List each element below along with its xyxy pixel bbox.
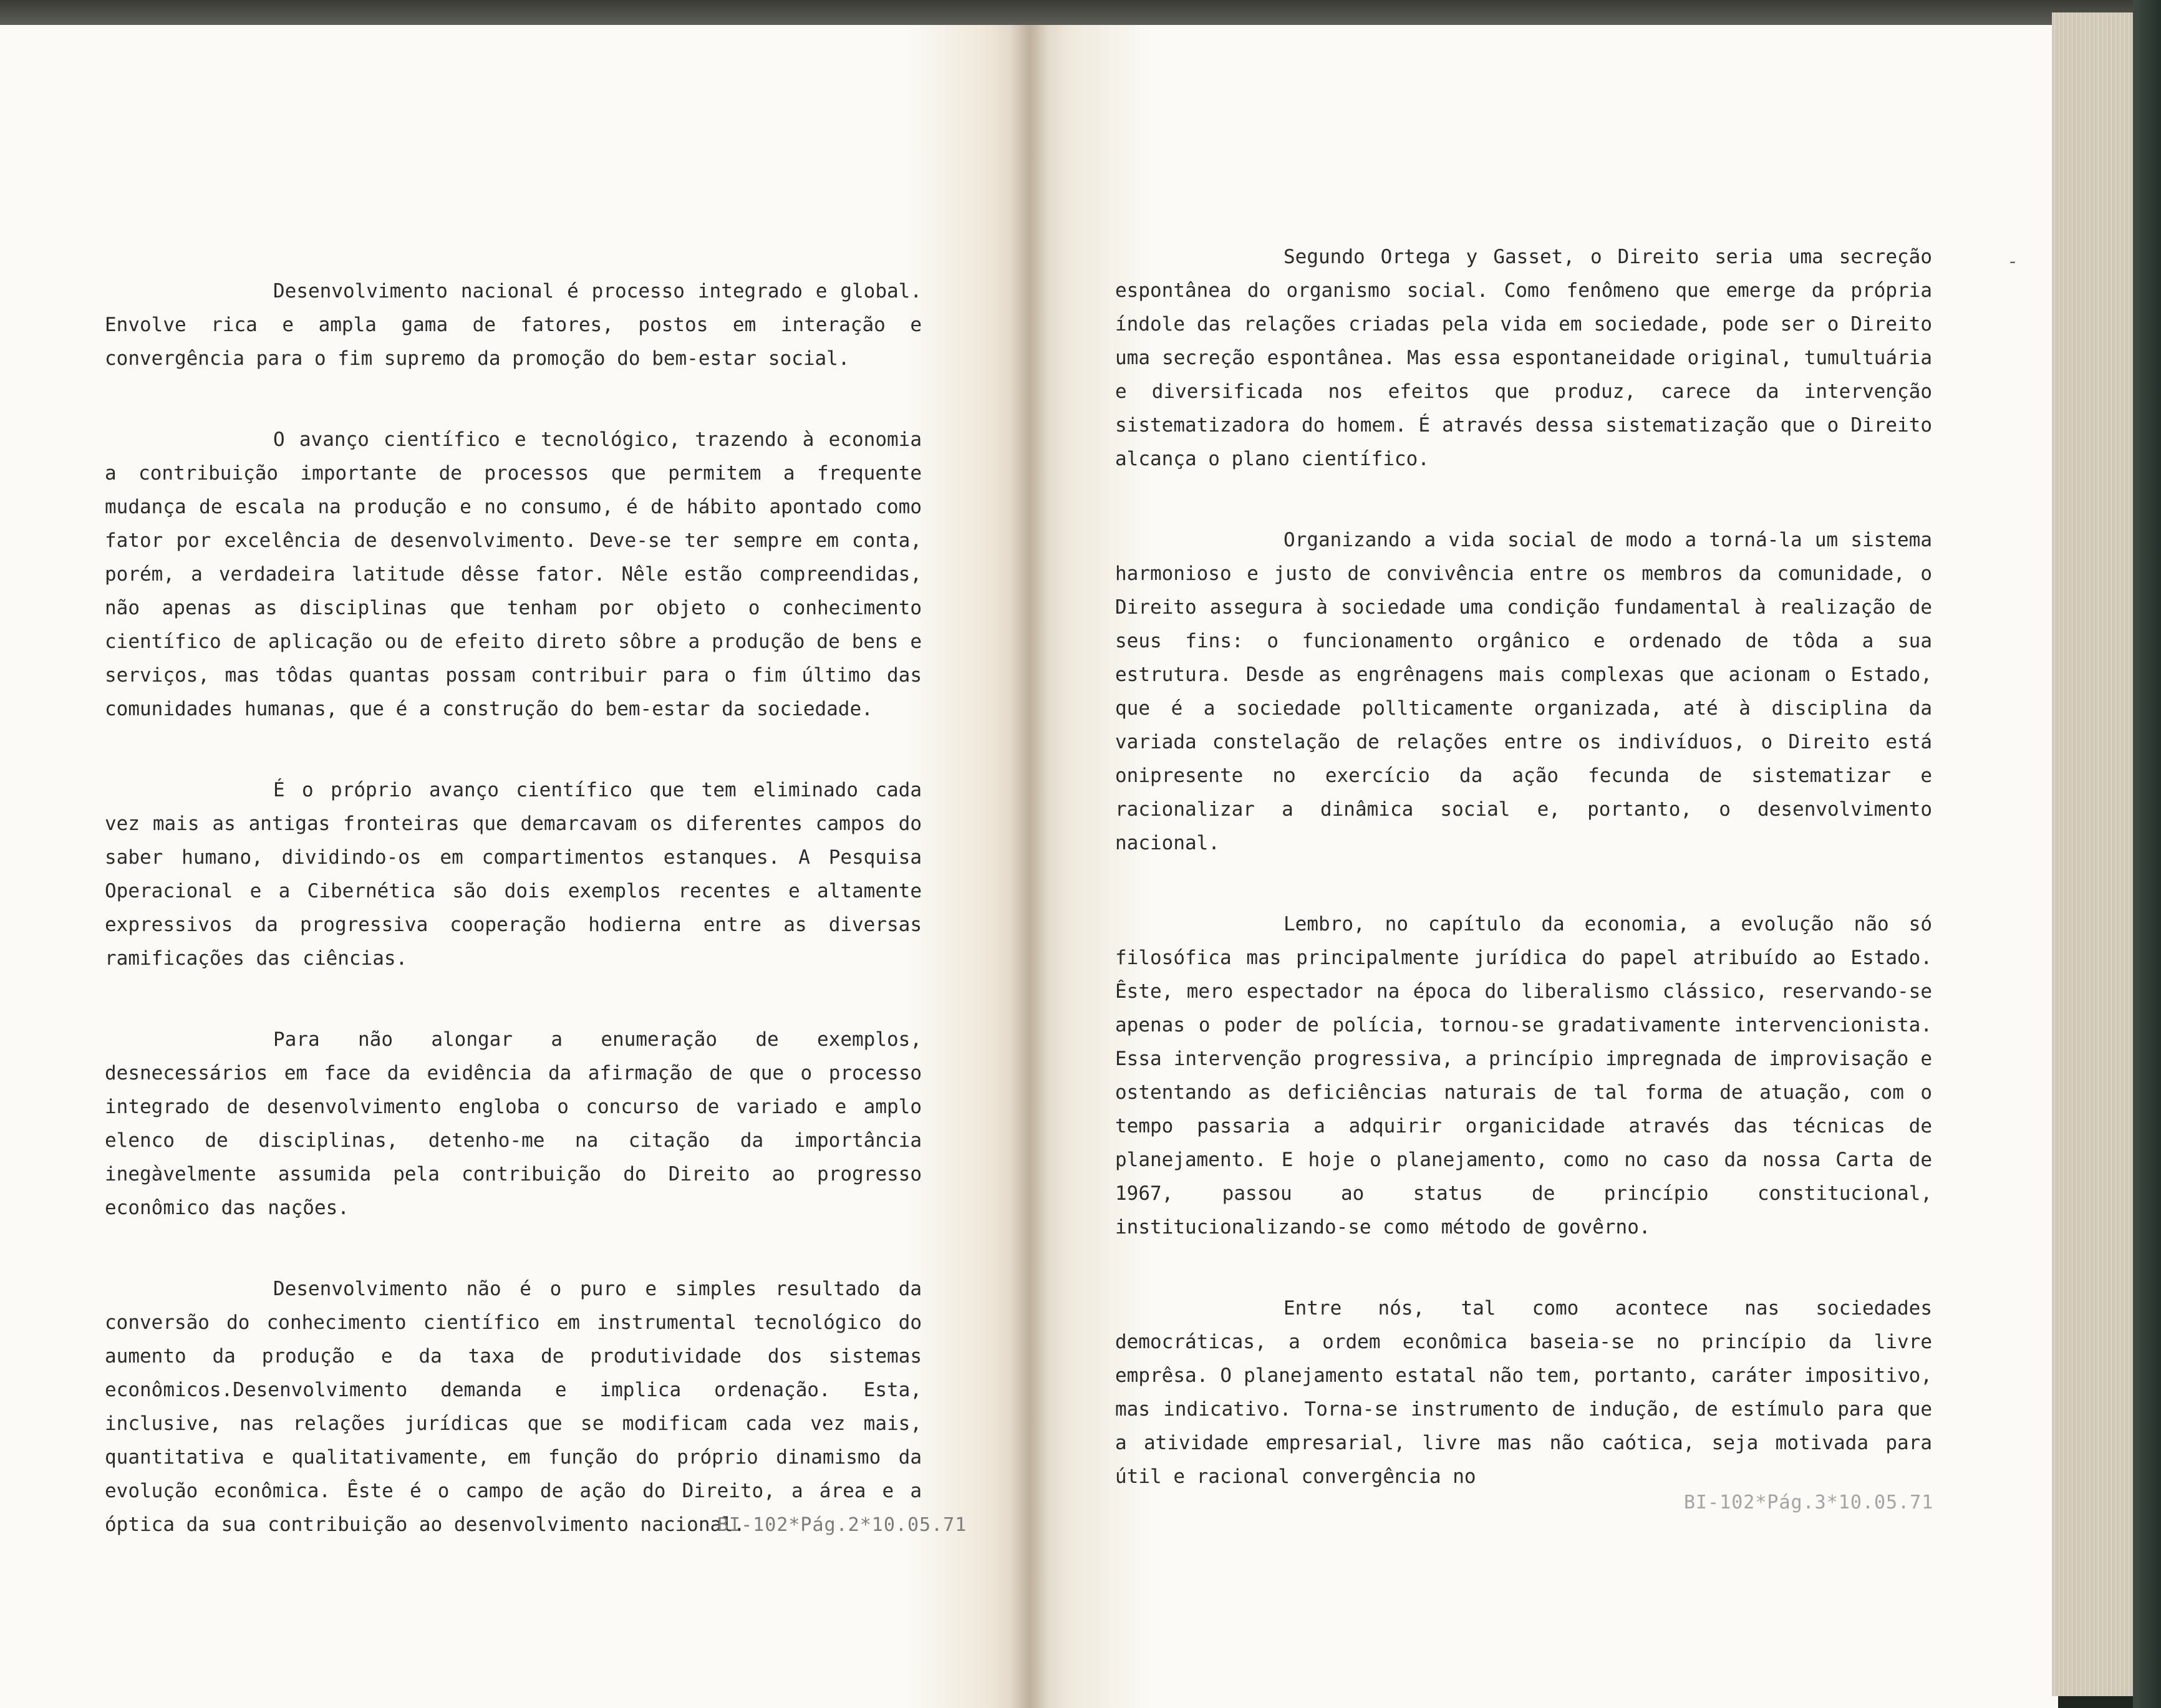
paragraph: Para não alongar a enumeração de exemplos, desnecessários em face da evidência da afirmação de que o processo integrado de desenvolvimento engloba o concurso de variado e amplo elenco de disciplinas, detenho-me na citação da importância inegàvelmente assumida pela contribuição do Direito ao progresso econômico das nações. [105, 1028, 922, 1219]
margin-mark: - [2007, 251, 2019, 273]
page-footer-right: BI-102*Pág.3*10.05.71 [1684, 1492, 1934, 1513]
paragraph: Desenvolvimento não é o puro e simples resultado da conversão do conhecimento científico em instrumental tecnológico do aumento da produção e da taxa de produtividade dos sistemas econômicos.Desenvolvimento demanda e implica ordenação. Esta, inclusive, nas relações jurídicas que se modificam cada vez mais, quantitativa e qualitativamente, em função do próprio dinamismo da evolução econômica. Êste é o campo de ação do Direito, a área e a óptica da sua contribuição ao desenvolvimento nacional. [105, 1278, 922, 1536]
paragraph: É o próprio avanço científico que tem eliminado cada vez mais as antigas fronteiras que demarcavam os diferentes campos do saber humano, dividindo-os em compartimentos estanques. A Pesquisa Operacional e a Cibernética são dois exemplos recentes e altamente expressivos da progressiva cooperação hodierna entre as diversas ramificações das ciências. [105, 779, 922, 970]
paragraph: Entre nós, tal como acontece nas sociedades democráticas, a ordem econômica baseia-se no princípio da livre emprêsa. O planejamento estatal não tem, portanto, caráter impositivo, mas indicativo. Torna-se instrumento de indução, de estímulo para que a atividade empresarial, livre mas não caótica, seja motivada para útil e racional convergência no [1115, 1297, 1932, 1488]
page-footer-left: BI-102*Pág.2*10.05.71 [717, 1514, 967, 1536]
paragraph: O avanço científico e tecnológico, trazendo à economia a contribuição importante de processos que permitem a frequente mudança de escala na produção e no consumo, é de hábito apontado como fator por excelência de desenvolvimento. Deve-se ter sempre em conta, porém, a verdadeira latitude dêsse fator. Nêle estão compreendidas, não apenas as disciplinas que tenham por objeto o conhecimento científico de aplicação ou de efeito direto sôbre a produção de bens e serviços, mas tôdas quantas possam contribuir para o fim último das comunidades humanas, que é a construção do bem-estar da sociedade. [105, 428, 922, 720]
left-page-text [105, 274, 922, 1589]
paragraph: Segundo Ortega y Gasset, o Direito seria uma secreção espontânea do organismo social. Como fenômeno que emerge da própria índole das relações criadas pela vida em sociedade, pode ser o Direito uma secreção espontânea. Mas essa espontaneidade original, tumultuária e diversificada nos efeitos que produz, carece da intervenção sistematizadora do homem. É através dessa sistematização que o Direito alcança o plano científico. [1115, 246, 1932, 470]
paragraph: Desenvolvimento nacional é processo integrado e global. Envolve rica e ampla gama de fatores, postos em interação e convergência para o fim supremo da promoção do bem-estar social. [105, 280, 922, 370]
page-stack-edge [2052, 12, 2133, 1696]
paragraph: Lembro, no capítulo da economia, a evolução não só filosófica mas principalmente jurídica do papel atribuído ao Estado. Êste, mero espectador na época do liberalismo clássico, reservando-se apenas o poder de polícia, tornou-se gradativamente intervencionista. Essa intervenção progressiva, a princípio impregnada de improvisação e ostentando as deficiências naturais de tal forma de atuação, com o tempo passaria a adquirir organicidade através das técnicas de planejamento. E hoje o planejamento, como no caso da nossa Carta de 1967, passou ao status de princípio constitucional, institucionalizando-se como método de govêrno. [1115, 913, 1932, 1238]
paragraph: Organizando a vida social de modo a torná-la um sistema harmonioso e justo de convivência entre os membros da comunidade, o Direito assegura à sociedade uma condição fundamental à realização de seus fins: o funcionamento orgânico e ordenado de tôda a sua estrutura. Desde as engrênagens mais complexas que acionam o Estado, que é a sociedade pollticamente organizada, até à disciplina da variada constelação de relações entre os indivíduos, o Direito está onipresente no exercício da ação fecunda de sistematizar e racionalizar a dinâmica social e, portanto, o desenvolvimento nacional. [1115, 529, 1932, 854]
right-page-text [1115, 240, 1932, 1541]
book-spine [1010, 25, 1048, 1708]
book-cover-edge [2133, 0, 2161, 1708]
